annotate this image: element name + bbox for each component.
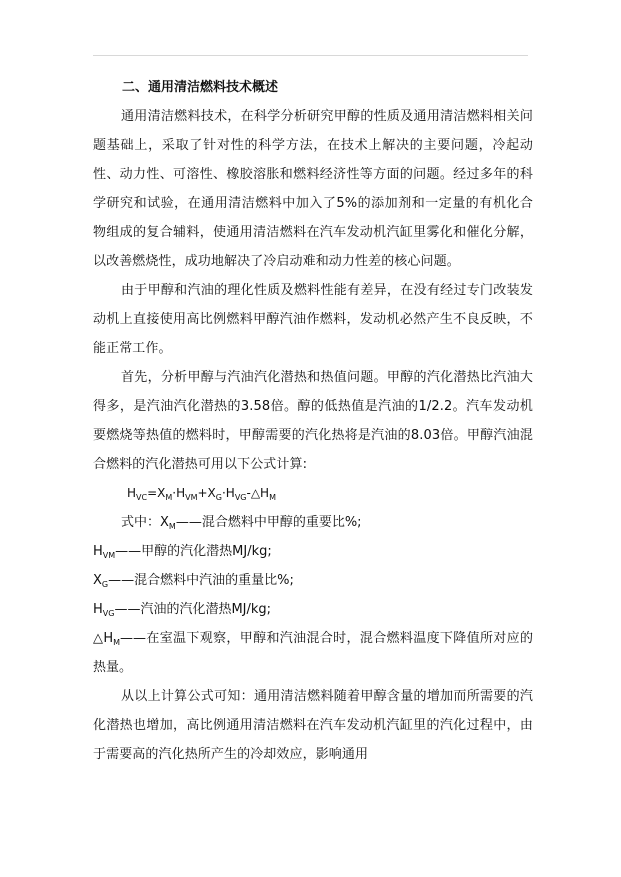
formula-part: ·H	[221, 486, 235, 500]
formula-subscript: VM	[185, 493, 198, 502]
paragraph-intro: 通用清洁燃料技术，在科学分析研究甲醇的性质及通用清洁燃料相关问题基础上，采取了针对性的科学方法，在技术上解决的主要问题，冷起动性、动力性、可溶性、橡胶溶胀和燃料经济性等方面的问题。经过多年的科学研究和试验，在通用清洁燃料中加入了5%的添加剂和一定量的有机化合物组成的复合辅料，使通用清洁燃料在汽车发动机汽缸里雾化和催化分解，以改善燃烧性，成功地解决了冷启动难和动力性差的核心问题。	[93, 109, 533, 269]
formula-part: H	[127, 486, 137, 500]
definition-subscript: VG	[102, 609, 115, 618]
definition-text: ——汽油的汽化潜热MJ/kg;	[114, 602, 272, 617]
paragraph-differences: 由于甲醇和汽油的理化性质及燃料性能有差异，在没有经过专门改装发动机上直接使用高比例燃料甲醇汽油作燃料，发动机必然产生不良反映，不能正常工作。	[93, 283, 533, 356]
definition-symbol: X	[93, 573, 102, 588]
formula-subscript: M	[165, 493, 173, 502]
definition-text: ——混合燃料中甲醇的重要比%;	[175, 515, 362, 530]
definition-subscript: M	[113, 638, 121, 647]
definition-hvm	[93, 537, 533, 566]
formula-part: -△H	[246, 486, 270, 500]
formula	[127, 479, 533, 508]
definition-subscript: M	[168, 522, 176, 531]
document-body	[93, 74, 533, 769]
definition-symbol: H	[93, 602, 103, 617]
definition-text: ——甲醇的汽化潜热MJ/kg;	[115, 544, 272, 559]
definition-xm	[93, 508, 533, 537]
definition-text: ——混合燃料中汽油的重量比%;	[108, 573, 294, 588]
definition-delta-hm	[93, 624, 533, 682]
definition-hvg	[93, 595, 533, 624]
formula-subscript: M	[269, 493, 276, 502]
definition-symbol: 式中：X	[121, 515, 169, 530]
definition-subscript: G	[101, 580, 109, 589]
definition-text: ——在室温下观察，甲醇和汽油混合时，混合燃料温度下降值所对应的热量。	[93, 631, 533, 675]
section-heading: 二、通用清洁燃料技术概述	[122, 80, 279, 95]
header-rule	[93, 55, 528, 56]
definition-subscript: VM	[102, 551, 116, 560]
formula-subscript: VC	[136, 493, 148, 502]
formula-part: =X	[147, 486, 166, 500]
formula-part: ·H	[172, 486, 186, 500]
paragraph-analysis: 首先，分析甲醇与汽油汽化潜热和热值问题。甲醇的汽化潜热比汽油大得多，是汽油汽化潜热的3.58倍。醇的低热值是汽油的1/2.2。汽车发动机要燃烧等热值的燃料时，甲醇需要的汽化热将是汽油的8.03倍。甲醇汽油混合燃料的汽化潜热可用以下公式计算:	[93, 370, 533, 472]
formula-part: +X	[197, 486, 216, 500]
definition-symbol: △H	[93, 631, 114, 646]
formula-subscript: VG	[234, 493, 247, 502]
definition-xg	[93, 566, 533, 595]
paragraph-conclusion: 从以上计算公式可知：通用清洁燃料随着甲醇含量的增加而所需要的汽化潜热也增加，高比例通用清洁燃料在汽车发动机汽缸里的汽化过程中，由于需要高的汽化热所产生的冷却效应，影响通用	[93, 689, 533, 762]
definition-symbol: H	[93, 544, 103, 559]
formula-subscript: G	[215, 493, 222, 502]
